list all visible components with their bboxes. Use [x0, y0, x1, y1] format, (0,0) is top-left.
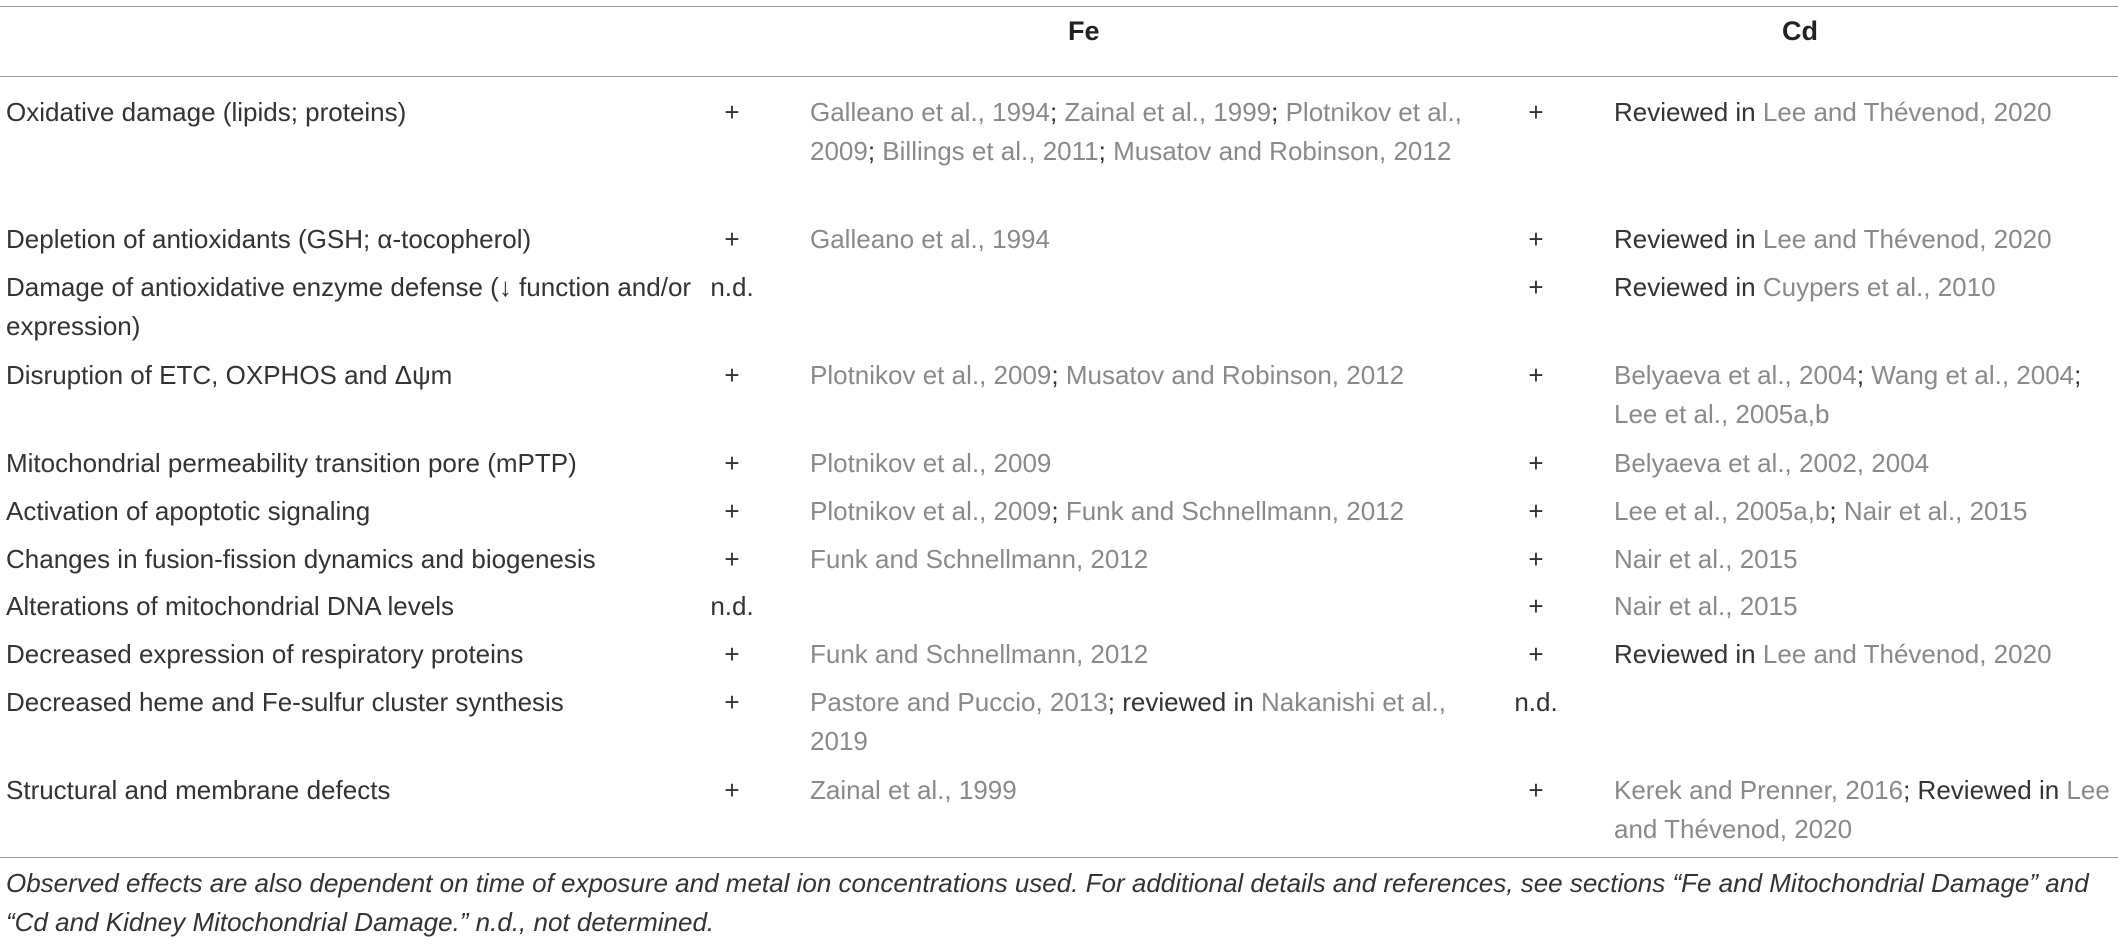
cd-mark: + [1528, 775, 1544, 805]
citation-link[interactable]: Plotnikov et al., 2009 [810, 360, 1052, 390]
cd-mark: + [1528, 639, 1544, 669]
fe-references [810, 93, 1470, 171]
fe-mark: + [724, 97, 740, 127]
fe-mark: n.d. [710, 272, 754, 302]
fe-mark: + [724, 639, 740, 669]
citation-text: ; [1051, 360, 1066, 390]
citation-text: Reviewed in [1614, 639, 1763, 669]
cd-mark: + [1528, 97, 1544, 127]
fe-mark: + [724, 360, 740, 390]
header-cd: Cd [1782, 16, 1818, 46]
citation-text: ; [2074, 360, 2082, 390]
row-effect: Decreased expression of respiratory proteins [6, 639, 524, 669]
cd-mark: + [1528, 591, 1544, 621]
row-effect: Changes in fusion-fission dynamics and biogenesis [6, 544, 596, 574]
citation-link[interactable]: Nair et al., 2015 [1614, 591, 1798, 621]
row-effect: Damage of antioxidative enzyme defense (↓ function and/or expression) [6, 272, 692, 341]
citation-text: Reviewed in [1614, 272, 1763, 302]
citation-text: ; [1049, 97, 1065, 127]
row-effect: Decreased heme and Fe-sulfur cluster synthesis [6, 687, 564, 717]
citation-link[interactable]: Billings et al., 2011 [882, 136, 1099, 166]
citation-text: Reviewed in [1614, 97, 1763, 127]
fe-references [810, 444, 1470, 483]
row-effect: Activation of apoptotic signaling [6, 496, 371, 526]
citation-link[interactable]: Nakanishi et al., 2019 [810, 687, 1446, 756]
fe-mark: + [724, 448, 740, 478]
header-rule [0, 76, 2118, 77]
cd-mark: + [1528, 448, 1544, 478]
citation-link[interactable]: Galleano et al., 1994 [810, 224, 1050, 254]
cd-mark: + [1528, 544, 1544, 574]
cd-references [1614, 93, 2114, 132]
citation-link[interactable]: Plotnikov et al., 2009 [810, 97, 1462, 166]
citation-link[interactable]: Funk and Schnellmann, 2012 [1065, 496, 1405, 526]
citation-link[interactable]: Zainal et al., 1999 [810, 775, 1017, 805]
cd-references [1614, 587, 2114, 626]
fe-mark: + [724, 687, 740, 717]
citation-link[interactable]: Lee et al., 2005a,b [1614, 399, 1830, 429]
citation-link[interactable]: Plotnikov et al., 2009 [810, 448, 1052, 478]
citation-text: ; [867, 136, 883, 166]
citation-link[interactable]: Nair et al., 2015 [1614, 544, 1798, 574]
fe-mark: + [724, 496, 740, 526]
table-footnote: Observed effects are also dependent on time of exposure and metal ion concentrations used. For additional details and references, see sections “Fe and Mitochondrial Damage” and “Cd and Kidney Mitochondrial Damage.” n.d., not determined. [6, 868, 2089, 937]
row-effect: Depletion of antioxidants (GSH; α-tocopherol) [6, 224, 532, 254]
citation-link[interactable]: Funk and Schnellmann, 2012 [810, 639, 1149, 669]
citation-link[interactable]: Galleano et al., 1994 [810, 97, 1050, 127]
cd-references [1614, 492, 2114, 531]
fe-references [810, 492, 1470, 531]
cd-references [1614, 635, 2114, 674]
cd-mark: + [1528, 224, 1544, 254]
row-effect: Disruption of ETC, OXPHOS and Δψm [6, 360, 453, 390]
row-effect: Oxidative damage (lipids; proteins) [6, 97, 407, 127]
citation-text: ; Reviewed in [1903, 775, 2067, 805]
fe-references [810, 220, 1470, 259]
citation-text: ; [1271, 97, 1286, 127]
fe-references [810, 771, 1470, 810]
citation-text: ; [1051, 496, 1066, 526]
cd-references [1614, 444, 2114, 483]
citation-link[interactable]: Wang et al., 2004 [1871, 360, 2075, 390]
citation-link[interactable]: Lee and Thévenod, 2020 [1762, 639, 2052, 669]
cd-references [1614, 268, 2114, 307]
cd-references [1614, 771, 2114, 849]
citation-link[interactable]: Lee and Thévenod, 2020 [1614, 775, 2110, 844]
citation-link[interactable]: Kerek and Prenner, 2016 [1614, 775, 1904, 805]
fe-mark: + [724, 544, 740, 574]
citation-link[interactable]: Musatov and Robinson, 2012 [1065, 360, 1405, 390]
cd-references [1614, 356, 2114, 434]
citation-link[interactable]: Zainal et al., 1999 [1064, 97, 1272, 127]
fe-mark: + [724, 224, 740, 254]
cd-mark: + [1528, 272, 1544, 302]
citation-link[interactable]: Nair et al., 2015 [1843, 496, 2028, 526]
citation-link[interactable]: Belyaeva et al., 2002, 2004 [1614, 448, 1930, 478]
row-effect: Mitochondrial permeability transition pore (mPTP) [6, 448, 577, 478]
fe-references [810, 540, 1470, 579]
top-rule [0, 6, 2118, 7]
bottom-rule [0, 857, 2118, 858]
citation-text: ; [1856, 360, 1872, 390]
citation-link[interactable]: Lee and Thévenod, 2020 [1762, 224, 2052, 254]
citation-link[interactable]: Lee and Thévenod, 2020 [1762, 97, 2052, 127]
cd-references [1614, 220, 2114, 259]
cd-mark: + [1528, 360, 1544, 390]
fe-mark: n.d. [710, 591, 754, 621]
citation-link[interactable]: Lee et al., 2005a,b [1614, 496, 1830, 526]
citation-text: ; reviewed in [1107, 687, 1261, 717]
citation-link[interactable]: Cuypers et al., 2010 [1762, 272, 1996, 302]
citation-text: ; [1098, 136, 1114, 166]
cd-mark: + [1528, 496, 1544, 526]
citation-link[interactable]: Plotnikov et al., 2009 [810, 496, 1052, 526]
citation-link[interactable]: Pastore and Puccio, 2013 [810, 687, 1108, 717]
citation-text: Reviewed in [1614, 224, 1763, 254]
citation-link[interactable]: Belyaeva et al., 2004 [1614, 360, 1857, 390]
fe-references [810, 683, 1470, 761]
header-fe: Fe [1068, 16, 1100, 46]
row-effect: Structural and membrane defects [6, 775, 391, 805]
citation-link[interactable]: Funk and Schnellmann, 2012 [810, 544, 1149, 574]
fe-references [810, 356, 1470, 395]
cd-references [1614, 540, 2114, 579]
fe-mark: + [724, 775, 740, 805]
fe-references [810, 635, 1470, 674]
citation-text: ; [1829, 496, 1844, 526]
cd-mark: n.d. [1514, 687, 1558, 717]
citation-link[interactable]: Musatov and Robinson, 2012 [1113, 136, 1452, 166]
row-effect: Alterations of mitochondrial DNA levels [6, 591, 454, 621]
